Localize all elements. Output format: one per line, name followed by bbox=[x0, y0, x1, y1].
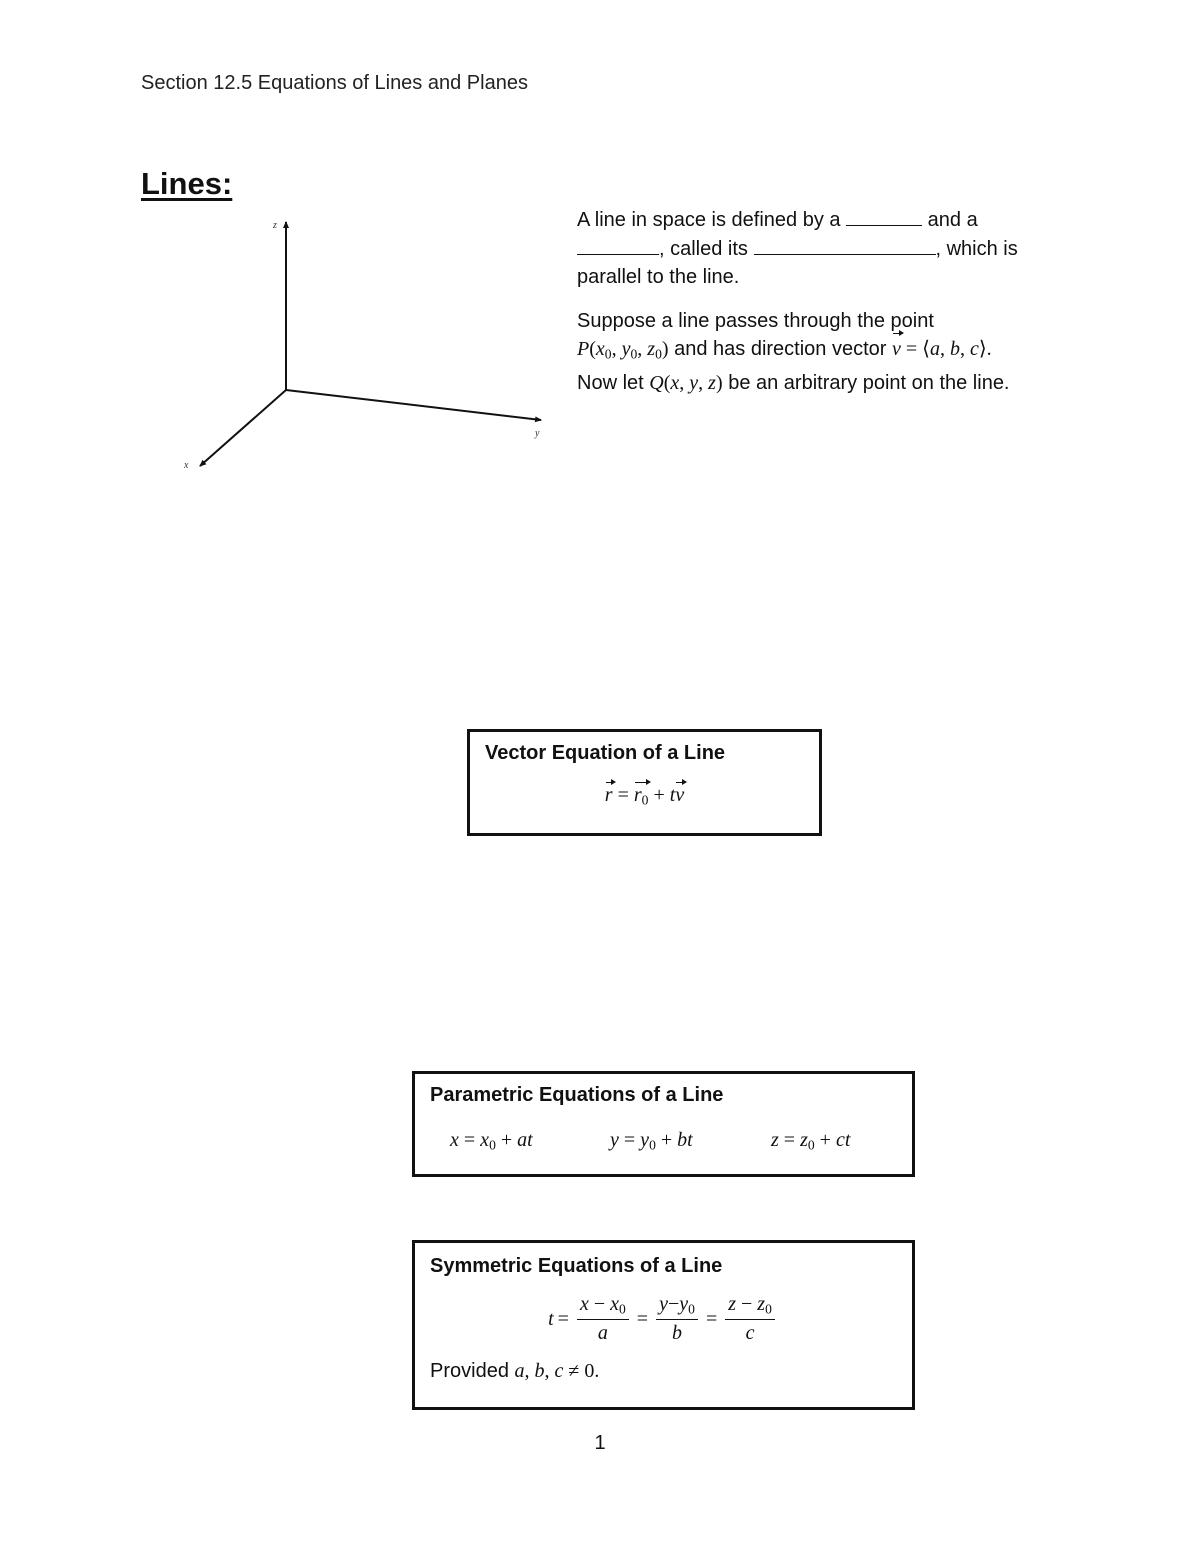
vector-equation-box bbox=[467, 729, 822, 836]
lines-heading: Lines: bbox=[141, 166, 233, 201]
fill-blank-3[interactable] bbox=[754, 236, 936, 255]
z-axis-label: z bbox=[273, 220, 277, 231]
vector-equation-title: Vector Equation of a Line bbox=[485, 742, 726, 764]
parametric-y-equation: $y = y_0$ + bt bbox=[610, 1129, 693, 1153]
fill-blank-1[interactable] bbox=[846, 207, 922, 226]
symmetric-equations-title: Symmetric Equations of a Line bbox=[430, 1255, 723, 1277]
symmetric-equation: t = $\frac{x - x_0}{a}$ = $\frac{y-y_0}{b}$ = $\frac{z - z_0}{c}$ bbox=[415, 1293, 912, 1345]
x-axis-label: x bbox=[184, 460, 189, 471]
section-header: Section 12.5 Equations of Lines and Planes bbox=[141, 72, 528, 94]
x-axis bbox=[200, 390, 286, 466]
point-q-math: Q(x, y, z) bbox=[649, 371, 723, 394]
parametric-equations-title: Parametric Equations of a Line bbox=[430, 1084, 724, 1106]
3d-axes-diagram bbox=[175, 212, 555, 474]
parametric-x-equation: $x = x_0$ + at bbox=[450, 1129, 533, 1153]
symmetric-equations-box bbox=[412, 1240, 915, 1410]
setup-paragraph: Suppose a line passes through the point $P(x_0$, $y_0$, $z_0$) and has direction vector v = ⟨a, b, c⟩. Now let Q(x, y, z) be an arbitrary point on the line. bbox=[577, 309, 1010, 394]
vector-equation: $r = r_0$ + tv bbox=[604, 784, 685, 808]
page-number: 1 bbox=[594, 1432, 606, 1454]
parametric-z-equation: $z = z_0$ + ct bbox=[771, 1129, 851, 1153]
y-axis bbox=[286, 390, 541, 420]
direction-vector-math: v = ⟨a, b, c⟩. bbox=[892, 338, 992, 360]
parametric-equations-box bbox=[412, 1071, 915, 1177]
point-p-math: $P(x_0$, $y_0$, $z_0$) bbox=[577, 338, 669, 362]
y-axis-label: y bbox=[535, 428, 540, 439]
provided-condition: Provided a, b, c ≠ 0. bbox=[430, 1360, 600, 1382]
definition-paragraph: A line in space is defined by a and a , called its , which is parallel to the line. bbox=[577, 209, 1018, 288]
fill-blank-2[interactable] bbox=[577, 236, 659, 255]
lines-intro-text bbox=[577, 206, 1057, 412]
